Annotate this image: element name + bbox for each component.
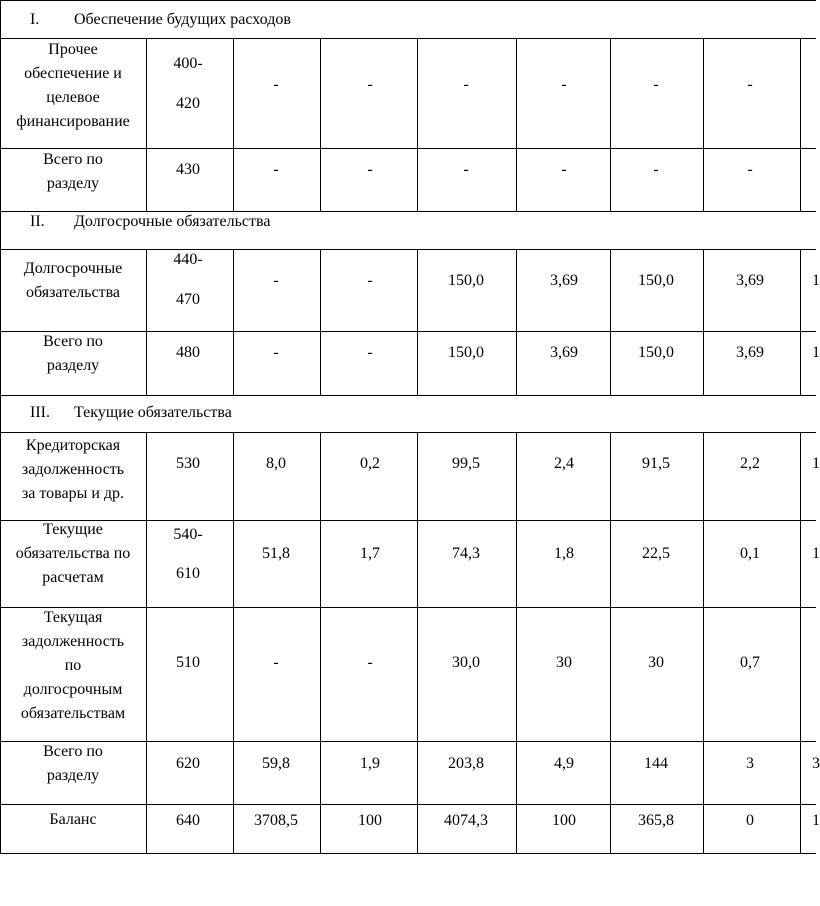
cell-value: - xyxy=(653,76,659,93)
cell-value: - xyxy=(653,161,659,178)
cell-value: 30,0 xyxy=(452,654,480,671)
grid-line-vertical xyxy=(516,148,517,211)
grid-line-vertical xyxy=(610,38,611,148)
row-label: Всего по разделу xyxy=(43,743,103,784)
grid-line-vertical xyxy=(146,331,147,395)
grid-line-horizontal xyxy=(0,249,816,250)
grid-line-vertical xyxy=(703,520,704,607)
cell-value: - xyxy=(367,344,373,361)
grid-line-vertical xyxy=(0,432,1,520)
cell-value: 0,1 xyxy=(740,545,760,562)
grid-line-vertical xyxy=(610,741,611,804)
cell-value-cropped: 3 xyxy=(812,755,820,772)
grid-line-vertical xyxy=(320,331,321,395)
grid-line-vertical xyxy=(610,331,611,395)
grid-line-vertical xyxy=(516,432,517,520)
grid-line-vertical xyxy=(146,804,147,853)
line-code: 470 xyxy=(176,291,200,308)
grid-line-vertical xyxy=(233,804,234,853)
cell-value: 144 xyxy=(644,755,668,772)
cell-value: - xyxy=(367,76,373,93)
grid-line-horizontal xyxy=(0,395,816,396)
grid-line-vertical xyxy=(0,520,1,607)
grid-line-vertical xyxy=(146,148,147,211)
grid-line-vertical xyxy=(233,249,234,331)
cell-value: - xyxy=(367,654,373,671)
grid-line-vertical xyxy=(320,148,321,211)
cell-value: 51,8 xyxy=(262,545,290,562)
grid-line-vertical xyxy=(320,804,321,853)
cell-value: 150,0 xyxy=(448,344,484,361)
grid-line-vertical xyxy=(417,432,418,520)
grid-line-vertical xyxy=(0,804,1,853)
grid-line-vertical xyxy=(0,249,1,331)
cell-value: - xyxy=(273,344,279,361)
cell-value: - xyxy=(463,76,469,93)
grid-line-vertical xyxy=(0,148,1,211)
cell-value: - xyxy=(747,76,753,93)
cell-value: - xyxy=(273,272,279,289)
grid-line-horizontal xyxy=(0,853,816,854)
cell-value: 30 xyxy=(556,654,572,671)
cell-value: - xyxy=(463,161,469,178)
row-label: Долгосрочные обязательства xyxy=(23,260,123,301)
grid-line-vertical xyxy=(800,607,801,741)
grid-line-vertical xyxy=(417,520,418,607)
grid-line-vertical xyxy=(703,249,704,331)
grid-line-vertical xyxy=(800,741,801,804)
grid-line-vertical xyxy=(800,432,801,520)
grid-line-horizontal xyxy=(0,0,816,1)
grid-line-vertical xyxy=(233,38,234,148)
cell-value: 4,9 xyxy=(554,755,574,772)
grid-line-vertical xyxy=(320,607,321,741)
cell-value-cropped: 1 xyxy=(812,812,820,829)
grid-line-vertical xyxy=(417,38,418,148)
grid-line-vertical xyxy=(320,38,321,148)
grid-line-horizontal xyxy=(0,432,816,433)
grid-line-vertical xyxy=(146,38,147,148)
cell-value: 100 xyxy=(358,812,382,829)
row-label: Текущая задолженность по долгосрочным обязательствам xyxy=(20,609,126,722)
grid-line-vertical xyxy=(703,804,704,853)
cell-value: - xyxy=(561,76,567,93)
cell-value: - xyxy=(747,161,753,178)
cell-value: - xyxy=(273,654,279,671)
grid-line-vertical xyxy=(233,331,234,395)
cell-value-cropped: 1 xyxy=(812,545,820,562)
grid-line-vertical xyxy=(800,804,801,853)
row-label: Всего по разделу xyxy=(43,333,103,374)
grid-line-vertical xyxy=(703,331,704,395)
cell-value: 1,8 xyxy=(554,545,574,562)
grid-line-vertical xyxy=(417,249,418,331)
cell-value: 59,8 xyxy=(262,755,290,772)
cell-value: 3,69 xyxy=(736,272,764,289)
grid-line-vertical xyxy=(233,607,234,741)
grid-line-vertical xyxy=(610,804,611,853)
grid-line-vertical xyxy=(320,741,321,804)
row-label: Всего по разделу xyxy=(43,151,103,192)
cell-value: - xyxy=(561,161,567,178)
line-code: 420 xyxy=(176,95,200,112)
cell-value: 3,69 xyxy=(550,344,578,361)
grid-line-vertical xyxy=(703,38,704,148)
grid-line-vertical xyxy=(516,331,517,395)
grid-line-vertical xyxy=(417,148,418,211)
cell-value: 1,9 xyxy=(360,755,380,772)
grid-line-vertical xyxy=(417,331,418,395)
grid-line-vertical xyxy=(0,395,1,433)
grid-line-vertical xyxy=(233,148,234,211)
grid-line-vertical xyxy=(320,432,321,520)
grid-line-vertical xyxy=(703,741,704,804)
cell-value: 74,3 xyxy=(452,545,480,562)
line-code: 610 xyxy=(176,565,200,582)
grid-line-vertical xyxy=(703,148,704,211)
line-code: 540- xyxy=(173,526,203,543)
grid-line-vertical xyxy=(233,741,234,804)
grid-line-vertical xyxy=(610,607,611,741)
section-title: I. Обеспечение будущих расходов xyxy=(30,11,291,28)
cell-value: 3708,5 xyxy=(254,812,298,829)
grid-line-vertical xyxy=(516,804,517,853)
cell-value: 100 xyxy=(552,812,576,829)
cell-value: 0,2 xyxy=(360,455,380,472)
line-code: 510 xyxy=(176,654,200,671)
row-label: Текущие обязательства по расчетам xyxy=(15,521,131,586)
cell-value: 1,7 xyxy=(360,545,380,562)
grid-line-vertical xyxy=(0,211,1,249)
grid-line-vertical xyxy=(320,249,321,331)
grid-line-vertical xyxy=(703,432,704,520)
grid-line-vertical xyxy=(516,249,517,331)
line-code: 400- xyxy=(173,55,203,72)
cell-value: 150,0 xyxy=(638,272,674,289)
grid-line-vertical xyxy=(516,607,517,741)
cell-value: 91,5 xyxy=(642,455,670,472)
grid-line-vertical xyxy=(800,520,801,607)
grid-line-vertical xyxy=(800,38,801,148)
grid-line-vertical xyxy=(800,148,801,211)
cell-value: 3 xyxy=(746,755,754,772)
line-code: 530 xyxy=(176,455,200,472)
grid-line-vertical xyxy=(417,741,418,804)
cell-value: 0 xyxy=(746,812,754,829)
section-title: II. Долгосрочные обязательства xyxy=(30,213,271,230)
line-code: 640 xyxy=(176,812,200,829)
cell-value: 2,4 xyxy=(554,455,574,472)
grid-line-vertical xyxy=(610,249,611,331)
cell-value-cropped: 1 xyxy=(812,344,820,361)
grid-line-vertical xyxy=(146,249,147,331)
grid-line-vertical xyxy=(516,38,517,148)
cell-value: 30 xyxy=(648,654,664,671)
cell-value: - xyxy=(273,76,279,93)
grid-line-vertical xyxy=(800,249,801,331)
grid-line-vertical xyxy=(146,432,147,520)
cell-value: 150,0 xyxy=(638,344,674,361)
cell-value: 22,5 xyxy=(642,545,670,562)
cell-value-cropped: 1 xyxy=(812,272,820,289)
grid-line-vertical xyxy=(610,148,611,211)
row-label: Кредиторская задолженность за товары и др. xyxy=(21,437,125,502)
line-code: 440- xyxy=(173,251,203,268)
grid-line-horizontal xyxy=(0,804,816,805)
cell-value: 150,0 xyxy=(448,272,484,289)
cell-value: - xyxy=(367,272,373,289)
grid-line-vertical xyxy=(0,0,1,38)
grid-line-vertical xyxy=(320,520,321,607)
grid-line-vertical xyxy=(0,741,1,804)
grid-line-vertical xyxy=(516,520,517,607)
line-code: 430 xyxy=(176,161,200,178)
cell-value: - xyxy=(367,161,373,178)
grid-line-vertical xyxy=(146,520,147,607)
row-label: Баланс xyxy=(49,811,97,828)
line-code: 620 xyxy=(176,755,200,772)
cell-value: 4074,3 xyxy=(444,812,488,829)
cell-value: 0,7 xyxy=(740,654,760,671)
grid-line-vertical xyxy=(0,607,1,741)
grid-line-vertical xyxy=(417,804,418,853)
cell-value: 8,0 xyxy=(266,455,286,472)
cell-value: 365,8 xyxy=(638,812,674,829)
grid-line-vertical xyxy=(417,607,418,741)
cell-value: 99,5 xyxy=(452,455,480,472)
cell-value-cropped: 1 xyxy=(812,455,820,472)
grid-line-vertical xyxy=(610,432,611,520)
cell-value: 3,69 xyxy=(550,272,578,289)
grid-line-vertical xyxy=(610,520,611,607)
cell-value: 203,8 xyxy=(448,755,484,772)
grid-line-vertical xyxy=(146,741,147,804)
grid-line-vertical xyxy=(516,741,517,804)
grid-line-vertical xyxy=(800,331,801,395)
row-label: Прочее обеспечение и целевое финансирование xyxy=(16,41,130,130)
grid-line-vertical xyxy=(0,331,1,395)
grid-line-vertical xyxy=(233,432,234,520)
line-code: 480 xyxy=(176,344,200,361)
grid-line-vertical xyxy=(233,520,234,607)
cell-value: 3,69 xyxy=(736,344,764,361)
grid-line-vertical xyxy=(703,607,704,741)
cell-value: 2,2 xyxy=(740,455,760,472)
section-title: III. Текущие обязательства xyxy=(30,404,232,421)
grid-line-vertical xyxy=(146,607,147,741)
grid-line-vertical xyxy=(0,38,1,148)
cell-value: - xyxy=(273,161,279,178)
